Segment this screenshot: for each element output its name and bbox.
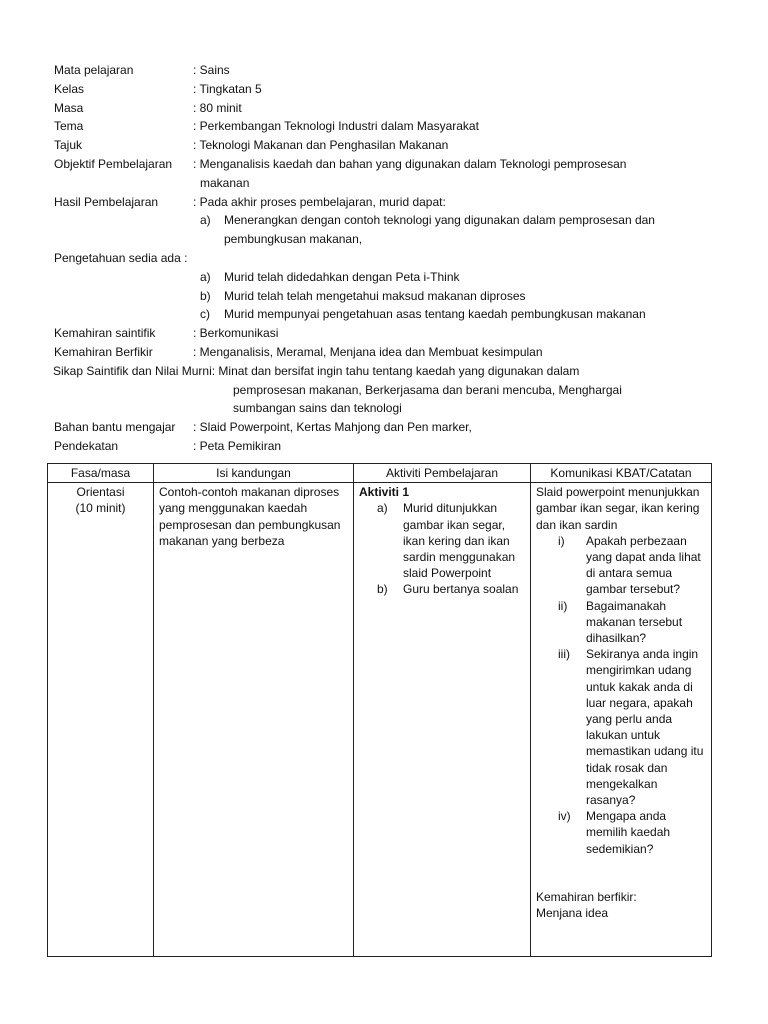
info-row-tema [54,117,734,136]
list-text: Sekiranya anda ingin mengirimkan udang untuk kakak anda di luar negara, apakah yang perlu anda lakukan untuk memastikan udang itu tidak rosak dan mengekalkan rasanya? [586,647,704,808]
info-value: : Berkomunikasi [193,326,279,341]
kemahiran-label: Kemahiran berfikir: [536,889,637,904]
pengetahuan-item [54,305,734,324]
info-value: : Pada akhir proses pembelajaran, murid dapat: [193,194,446,209]
hasil-item-cont [54,230,734,249]
info-label: Objektif Pembelajaran [54,156,173,171]
info-value: : Peta Pemikiran [193,438,282,453]
info-label: Mata pelajaran [54,63,134,77]
info-label: Kemahiran saintifik [54,326,156,341]
list-marker: iii) [558,647,570,662]
info-row-pendekatan [54,437,734,456]
info-row-objektif-cont [54,174,734,193]
info-row-sikap-cont [54,381,734,400]
info-value: : Teknologi Makanan dan Penghasilan Makanan [193,138,449,153]
hasil-item [54,211,734,230]
table-header-row [48,464,712,483]
list-marker: b) [200,288,211,303]
info-label: Masa [54,100,84,115]
list-marker: a) [200,269,211,284]
info-label: Sikap Saintifik dan Nilai Murni: Minat dan bersifat ingin tahu tentang kaedah yang digunakan dalam [53,363,580,378]
table-row [48,483,712,957]
pengetahuan-item [54,268,734,287]
info-label: Pendekatan [54,438,119,453]
fasa-time: (10 minit) [75,501,126,516]
info-row-sikap [53,362,734,381]
info-label: Hasil Pembelajaran [54,194,159,209]
list-marker: i) [558,533,565,548]
info-row-sikap-cont [54,399,734,418]
list-marker: iv) [558,809,571,824]
lesson-table [47,463,712,957]
list-text: Bagaimanakah makanan tersebut dihasilkan? [586,598,683,646]
info-label: Bahan bantu mengajar [54,420,176,435]
info-row-objektif [54,155,734,174]
list-item [536,646,706,808]
info-value: : Slaid Powerpoint, Kertas Mahjong dan Pen marker, [193,420,472,435]
list-text: Guru bertanya soalan [403,582,519,597]
info-row-hasil [54,193,734,212]
info-label: Kemahiran Berfikir [54,344,153,359]
list-text-continued: pembungkusan makanan, [224,232,363,247]
info-label: Pengetahuan sedia ada : [54,250,188,265]
info-value: : Menganalisis, Meramal, Menjana idea dan Membuat kesimpulan [193,344,543,359]
info-value: : Menganalisis kaedah dan bahan yang digunakan dalam Teknologi pemprosesan [193,156,627,171]
info-value-continued: pemprosesan makanan, Berkerjasama dan berani mencuba, Menghargai [233,382,622,397]
list-text: Murid ditunjukkan gambar ikan segar, ikan kering dan ikan sardin menggunakan slaid Powerpoint [403,501,516,581]
header-isi-kandungan: Isi kandungan [154,464,354,483]
list-marker: b) [377,582,388,597]
info-value: : Sains [193,63,230,77]
info-row-bahan [54,418,734,437]
header-aktiviti: Aktiviti Pembelajaran [354,464,531,483]
header-fasa-masa: Fasa/masa [48,464,154,483]
list-marker: a) [377,501,388,516]
fasa-name: Orientasi [76,485,125,500]
list-item [359,581,525,597]
info-row-kemahiran-saintifik [54,324,734,343]
komunikasi-intro: Slaid powerpoint menunjukkan gambar ikan segar, ikan kering dan ikan sardin [536,485,700,532]
list-marker: c) [200,307,210,322]
list-item [359,500,525,581]
list-marker: a) [200,213,211,228]
info-row-mata-pelajaran [54,61,734,80]
info-label: Kelas [54,81,85,96]
list-text: Apakah perbezaan yang dapat anda lihat di antara semua gambar tersebut? [586,533,701,597]
list-text: Menerangkan dengan contoh teknologi yang digunakan dalam pemprosesan dan [224,213,655,228]
pengetahuan-item [54,287,734,306]
info-row-kemahiran-berfikir [54,343,734,362]
list-text: Murid telah telah mengetahui maksud makanan diproses [224,288,526,303]
info-row-masa [54,99,734,118]
info-row-pengetahuan [54,249,734,268]
list-item [536,598,706,647]
info-label: Tajuk [54,138,83,153]
info-value-continued: makanan [200,175,250,190]
aktiviti-title: Aktiviti 1 [359,485,410,500]
cell-komunikasi [531,483,712,957]
list-item [536,808,706,857]
info-row-tajuk [54,136,734,155]
spacer [536,857,706,889]
info-value-continued: sumbangan sains dan teknologi [233,401,402,416]
isi-text: Contoh-contoh makanan diproses yang menggunakan kaedah pemprosesan dan pembungkusan makanan yang berbeza [159,485,341,548]
list-item [536,533,706,598]
cell-isi [154,483,354,957]
cell-aktiviti [354,483,531,957]
kemahiran-value: Menjana idea [536,906,609,921]
list-text: Murid mempunyai pengetahuan asas tentang kaedah pembungkusan makanan [224,307,646,322]
list-text: Mengapa anda memilih kaedah sedemikian? [586,809,671,856]
list-text: Murid telah didedahkan dengan Peta i-Think [224,269,460,284]
info-label: Tema [54,119,84,134]
info-row-kelas [54,80,734,99]
info-value: : 80 minit [193,100,242,115]
cell-fasa [48,483,154,957]
lesson-info [54,61,734,456]
header-komunikasi: Komunikasi KBAT/Catatan [531,464,712,483]
info-value: : Perkembangan Teknologi Industri dalam Masyarakat [193,119,479,134]
list-marker: ii) [558,598,568,613]
info-value: : Tingkatan 5 [193,81,262,96]
